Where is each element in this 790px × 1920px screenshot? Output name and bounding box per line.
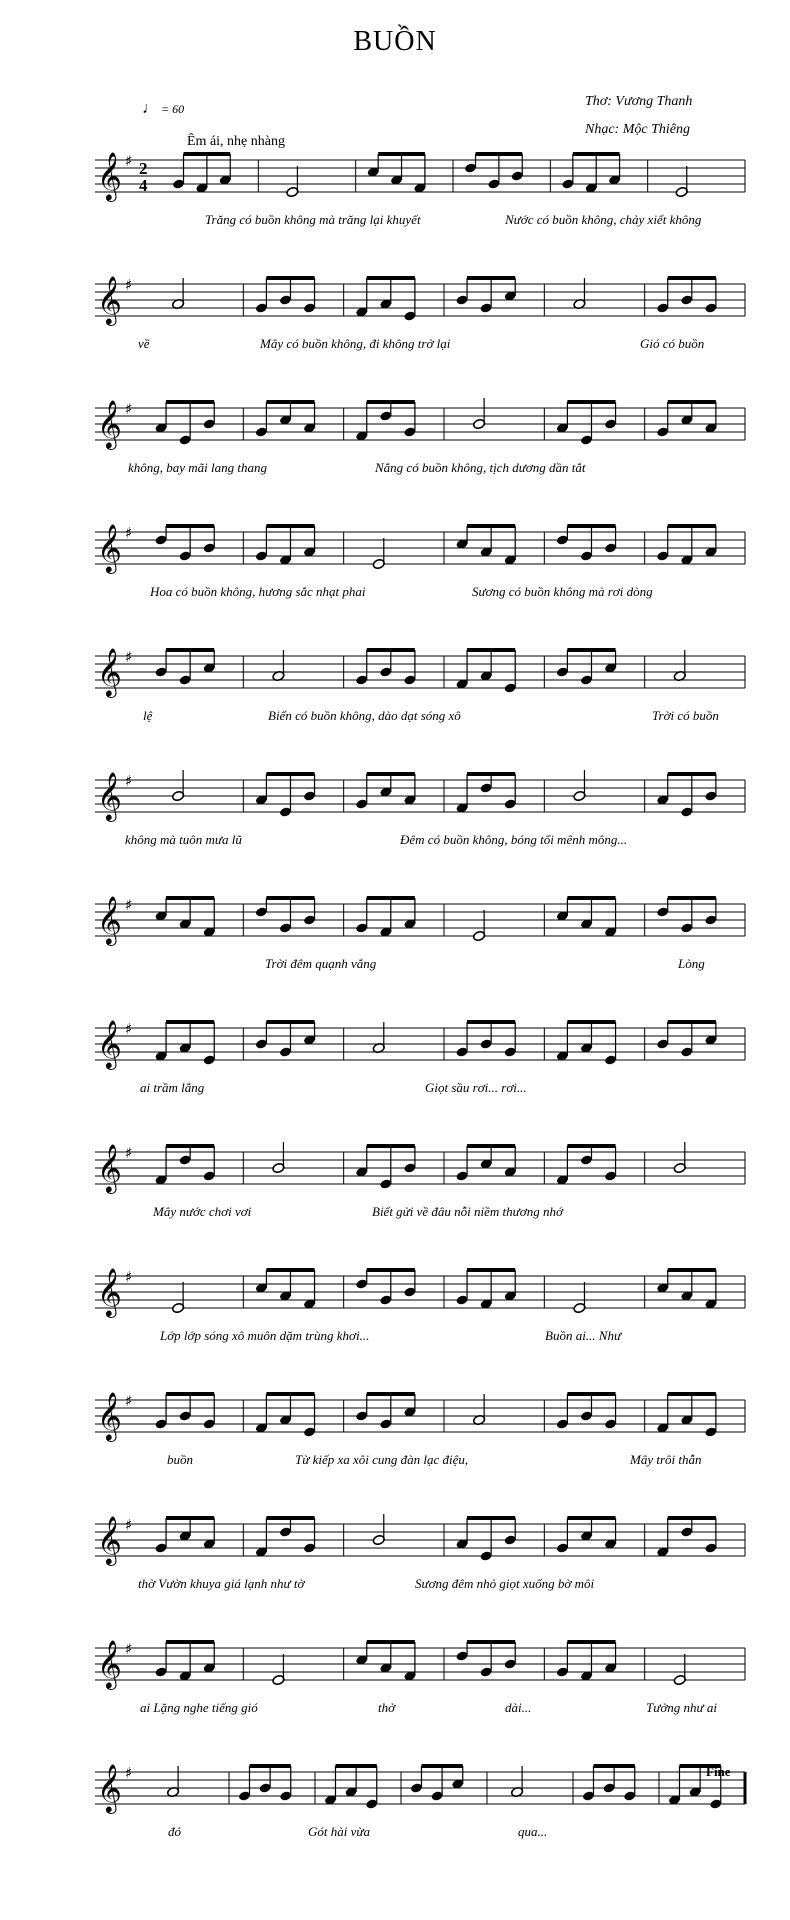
staff-lines	[95, 284, 745, 316]
treble-clef-icon: 𝄞	[97, 1143, 122, 1192]
lyric-line: ai Lặng nghe tiếng gió	[140, 1700, 258, 1715]
lyric-line: Đêm có buồn không, bóng tối mênh mông...	[400, 832, 628, 847]
sharp-icon: ♯	[125, 1144, 133, 1162]
lyric-line: buồn	[167, 1452, 193, 1467]
lyric-line: đó	[168, 1824, 181, 1839]
staff-system	[0, 1012, 790, 1072]
lyric-line: dài...	[505, 1700, 532, 1715]
staff-system	[0, 1260, 790, 1320]
treble-clef-icon: 𝄞	[97, 895, 122, 944]
staff-system	[0, 1384, 790, 1444]
lyric-line: Biết gửi về đâu nỗi niềm thương nhớ	[372, 1204, 563, 1219]
lyric-line: Buồn ai... Như	[545, 1328, 622, 1343]
sharp-icon: ♯	[125, 1268, 133, 1286]
staff-system	[0, 764, 790, 824]
lyric-line: Hoa có buồn không, hương sắc nhạt phai	[150, 584, 366, 599]
tempo-value: = 60	[161, 102, 185, 116]
treble-clef-icon: 𝄞	[97, 1763, 122, 1812]
staff-system	[0, 1136, 790, 1196]
lyric-line: Trời đêm quạnh vắng	[265, 956, 377, 971]
lyric-line: Lòng	[678, 956, 705, 971]
staff-lines	[95, 1276, 745, 1308]
treble-clef-icon: 𝄞	[97, 399, 122, 448]
sharp-icon: ♯	[125, 524, 133, 542]
staff-lines	[95, 1400, 745, 1432]
fine-marking: Fine	[706, 1764, 731, 1779]
treble-clef-icon: 𝄞	[97, 1639, 122, 1688]
sharp-icon: ♯	[125, 1020, 133, 1038]
lyric-line: Mây trôi thẫn	[630, 1452, 702, 1467]
sharp-icon: ♯	[125, 896, 133, 914]
treble-clef-icon: 𝄞	[97, 1515, 122, 1564]
staff-lines	[95, 1648, 745, 1680]
lyric-line: thờ Vườn khuya giá lạnh như tờ	[138, 1576, 305, 1591]
lyric-line: Từ kiếp xa xôi cung đàn lạc điệu,	[295, 1452, 469, 1467]
lyric-line: Gió có buồn	[640, 336, 705, 351]
lyric-line: Biển có buồn không, dào dạt sóng xô	[268, 708, 461, 723]
lyric-line: Nước có buồn không, chảy xiết không	[505, 212, 702, 227]
sharp-icon: ♯	[125, 1640, 133, 1658]
treble-clef-icon: 𝄞	[97, 1267, 122, 1316]
sharp-icon: ♯	[125, 276, 133, 294]
lyric-line: thở	[378, 1700, 396, 1715]
lyric-line: ai trầm lắng	[140, 1080, 205, 1095]
lyric-line: Tưởng như ai	[646, 1700, 717, 1715]
staff-system	[0, 1756, 790, 1816]
staff-lines	[95, 656, 745, 688]
sharp-icon: ♯	[125, 648, 133, 666]
lyric-line: Sương đêm nhỏ giọt xuống bờ môi	[415, 1576, 595, 1591]
treble-clef-icon: 𝄞	[97, 523, 122, 572]
lyric-line: không, bay mãi lang thang	[128, 460, 268, 475]
tempo-marking	[142, 100, 184, 118]
staff-lines	[95, 1028, 745, 1060]
lyric-line: Trời có buồn	[652, 708, 719, 723]
lyric-line: Mây nước chơi vơi	[153, 1204, 252, 1219]
staff-lines	[95, 1524, 745, 1556]
treble-clef-icon: 𝄞	[97, 1391, 122, 1440]
staff-lines	[95, 780, 745, 812]
staff-system	[0, 516, 790, 576]
song-title: BUỒN	[353, 26, 437, 57]
staff-system	[0, 1632, 790, 1692]
staff-system	[0, 144, 790, 204]
staff-system	[0, 1508, 790, 1568]
sharp-icon: ♯	[125, 152, 133, 170]
staff-system	[0, 268, 790, 328]
lyric-line: Lớp lớp sóng xô muôn dặm trùng khơi...	[160, 1328, 370, 1343]
sharp-icon: ♯	[125, 772, 133, 790]
treble-clef-icon: 𝄞	[97, 647, 122, 696]
treble-clef-icon: 𝄞	[97, 1019, 122, 1068]
staff-system	[0, 392, 790, 452]
time-signature-top: 2	[139, 159, 148, 178]
expression-marking: Êm ái, nhẹ nhàng	[187, 134, 285, 149]
lyricist-credit: Thơ: Vương Thanh	[585, 94, 693, 109]
treble-clef-icon: 𝄞	[97, 151, 122, 200]
sharp-icon: ♯	[125, 1764, 133, 1782]
lyric-line: qua...	[518, 1824, 548, 1839]
lyric-line: Sương có buồn không mà rơi dòng	[472, 584, 653, 599]
lyric-line: Nắng có buồn không, tịch dương dần tắt	[375, 460, 586, 475]
lyric-line: Gót hài vừa	[308, 1824, 370, 1839]
composer-credit: Nhạc: Mộc Thiêng	[585, 122, 690, 137]
staff-system	[0, 640, 790, 700]
lyric-line: Trăng có buồn không mà trăng lại khuyết	[205, 212, 421, 227]
staff-lines	[95, 408, 745, 440]
quarter-note-icon: ♩	[142, 100, 158, 117]
lyric-line: không mà tuôn mưa lũ	[125, 832, 242, 847]
staff-lines	[95, 532, 745, 564]
lyric-line: lệ	[143, 708, 153, 723]
staff-lines	[95, 1152, 745, 1184]
treble-clef-icon: 𝄞	[97, 275, 122, 324]
staff-system	[0, 888, 790, 948]
staff-lines	[95, 904, 745, 936]
sharp-icon: ♯	[125, 1516, 133, 1534]
time-signature-bottom: 4	[139, 176, 148, 195]
sharp-icon: ♯	[125, 1392, 133, 1410]
lyric-line: Giọt sầu rơi... rơi...	[425, 1080, 527, 1095]
sharp-icon: ♯	[125, 400, 133, 418]
lyric-line: Mây có buồn không, đi không trở lại	[260, 336, 451, 351]
treble-clef-icon: 𝄞	[97, 771, 122, 820]
lyric-line: về	[138, 336, 150, 351]
